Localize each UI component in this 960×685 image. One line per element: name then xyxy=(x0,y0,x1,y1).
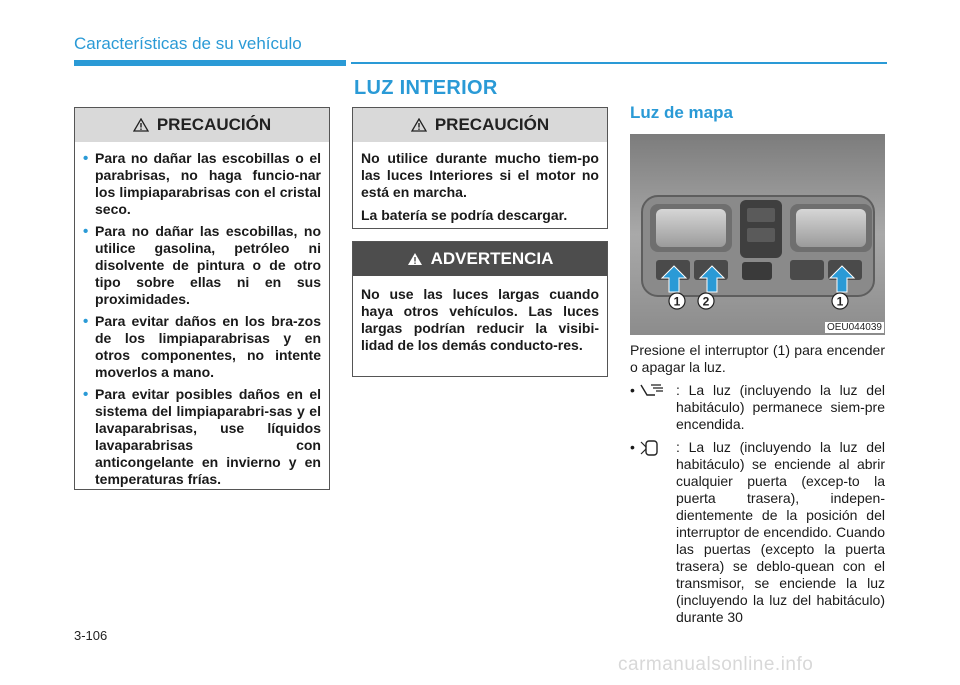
photo-code: OEU044039 xyxy=(826,322,882,333)
map-lamp-on-icon xyxy=(639,382,665,402)
caution-item: • Para no dañar las escobillas, no utilice gasolina, petróleo ni disolvente de pintura o de otro tipo sobre ellas ni en sus proximidades. xyxy=(83,223,321,308)
door-lamp-icon xyxy=(639,439,665,461)
warning-heading: ADVERTENCIA xyxy=(430,249,554,268)
caution-item: • Para evitar daños en los bra-zos de los limpiaparabrisas y en otros componentes, no intente moverlos a mano. xyxy=(83,313,321,381)
header-rule-thin xyxy=(351,62,887,64)
overhead-console-illustration xyxy=(630,134,885,335)
caution-paragraph: No utilice durante mucho tiem-po las luces Interiores si el motor no está en marcha. xyxy=(361,150,599,200)
map-light-photo xyxy=(630,134,885,335)
header-rule-thick xyxy=(74,60,346,66)
section-header: Características de su vehículo xyxy=(74,34,302,53)
caution-heading: PRECAUCIÓN xyxy=(156,115,272,134)
warning-body xyxy=(353,276,607,368)
callout-label: 1 xyxy=(673,294,681,309)
callout-label: 1 xyxy=(836,294,844,309)
caution-paragraph: La batería se podría descargar. xyxy=(361,207,568,223)
bullet: • xyxy=(630,439,635,455)
warning-triangle-icon xyxy=(407,252,423,266)
watermark: carmanualsonline.info xyxy=(618,654,814,675)
caution-header xyxy=(353,108,607,142)
warning-paragraph: No use las luces largas cuando haya otros vehículos. Las luces largas podrían reducir la visibi-lidad de los demás conducto-res. xyxy=(361,286,599,353)
warning-box xyxy=(352,241,608,377)
page-number: 3-106 xyxy=(74,628,108,643)
caution-item: • Para evitar posibles daños en el sistema del limpiaparabri-sas y el lavaparabrisas, use líquidos lavaparabrisas con anticongelante en invierno y en temperaturas frías. xyxy=(83,386,321,488)
caution-heading: PRECAUCIÓN xyxy=(434,115,550,134)
bullet: • xyxy=(630,382,635,398)
map-light-text xyxy=(630,342,885,632)
map-light-intro: Presione el interruptor (1) para encender o apagar la luz. xyxy=(630,342,885,375)
on-position-item xyxy=(630,382,885,433)
caution-triangle-icon xyxy=(411,118,427,132)
caution-box-wipers xyxy=(74,107,330,490)
door-position-text: : La luz (incluyendo la luz del habitáculo) se enciende al abrir cualquier puerta (excep-to la puerta trasera), indepen-dientemente de la posición del interruptor de encendido. Cuando las puertas (excepto la puerta trasera) se deblo-quean con el transmisor, se enciende la luz (incluyendo la luz del habitáculo) durante 30 xyxy=(676,439,885,625)
on-position-text: : La luz (incluyendo la luz del habitáculo) permanece siem-pre encendida. xyxy=(676,382,885,432)
page-title: LUZ INTERIOR xyxy=(354,77,498,99)
door-position-item xyxy=(630,439,885,626)
caution-body xyxy=(353,142,607,238)
warning-header xyxy=(353,242,607,276)
callout-label: 2 xyxy=(702,294,710,309)
map-light-heading: Luz de mapa xyxy=(630,103,733,122)
caution-item: • Para no dañar las escobillas o el parabrisas, no haga funcio-nar los limpiaparabrisas con el cristal seco. xyxy=(83,150,321,218)
caution-box-lights xyxy=(352,107,608,229)
caution-header xyxy=(75,108,329,142)
caution-body xyxy=(75,142,329,501)
caution-triangle-icon xyxy=(133,118,149,132)
